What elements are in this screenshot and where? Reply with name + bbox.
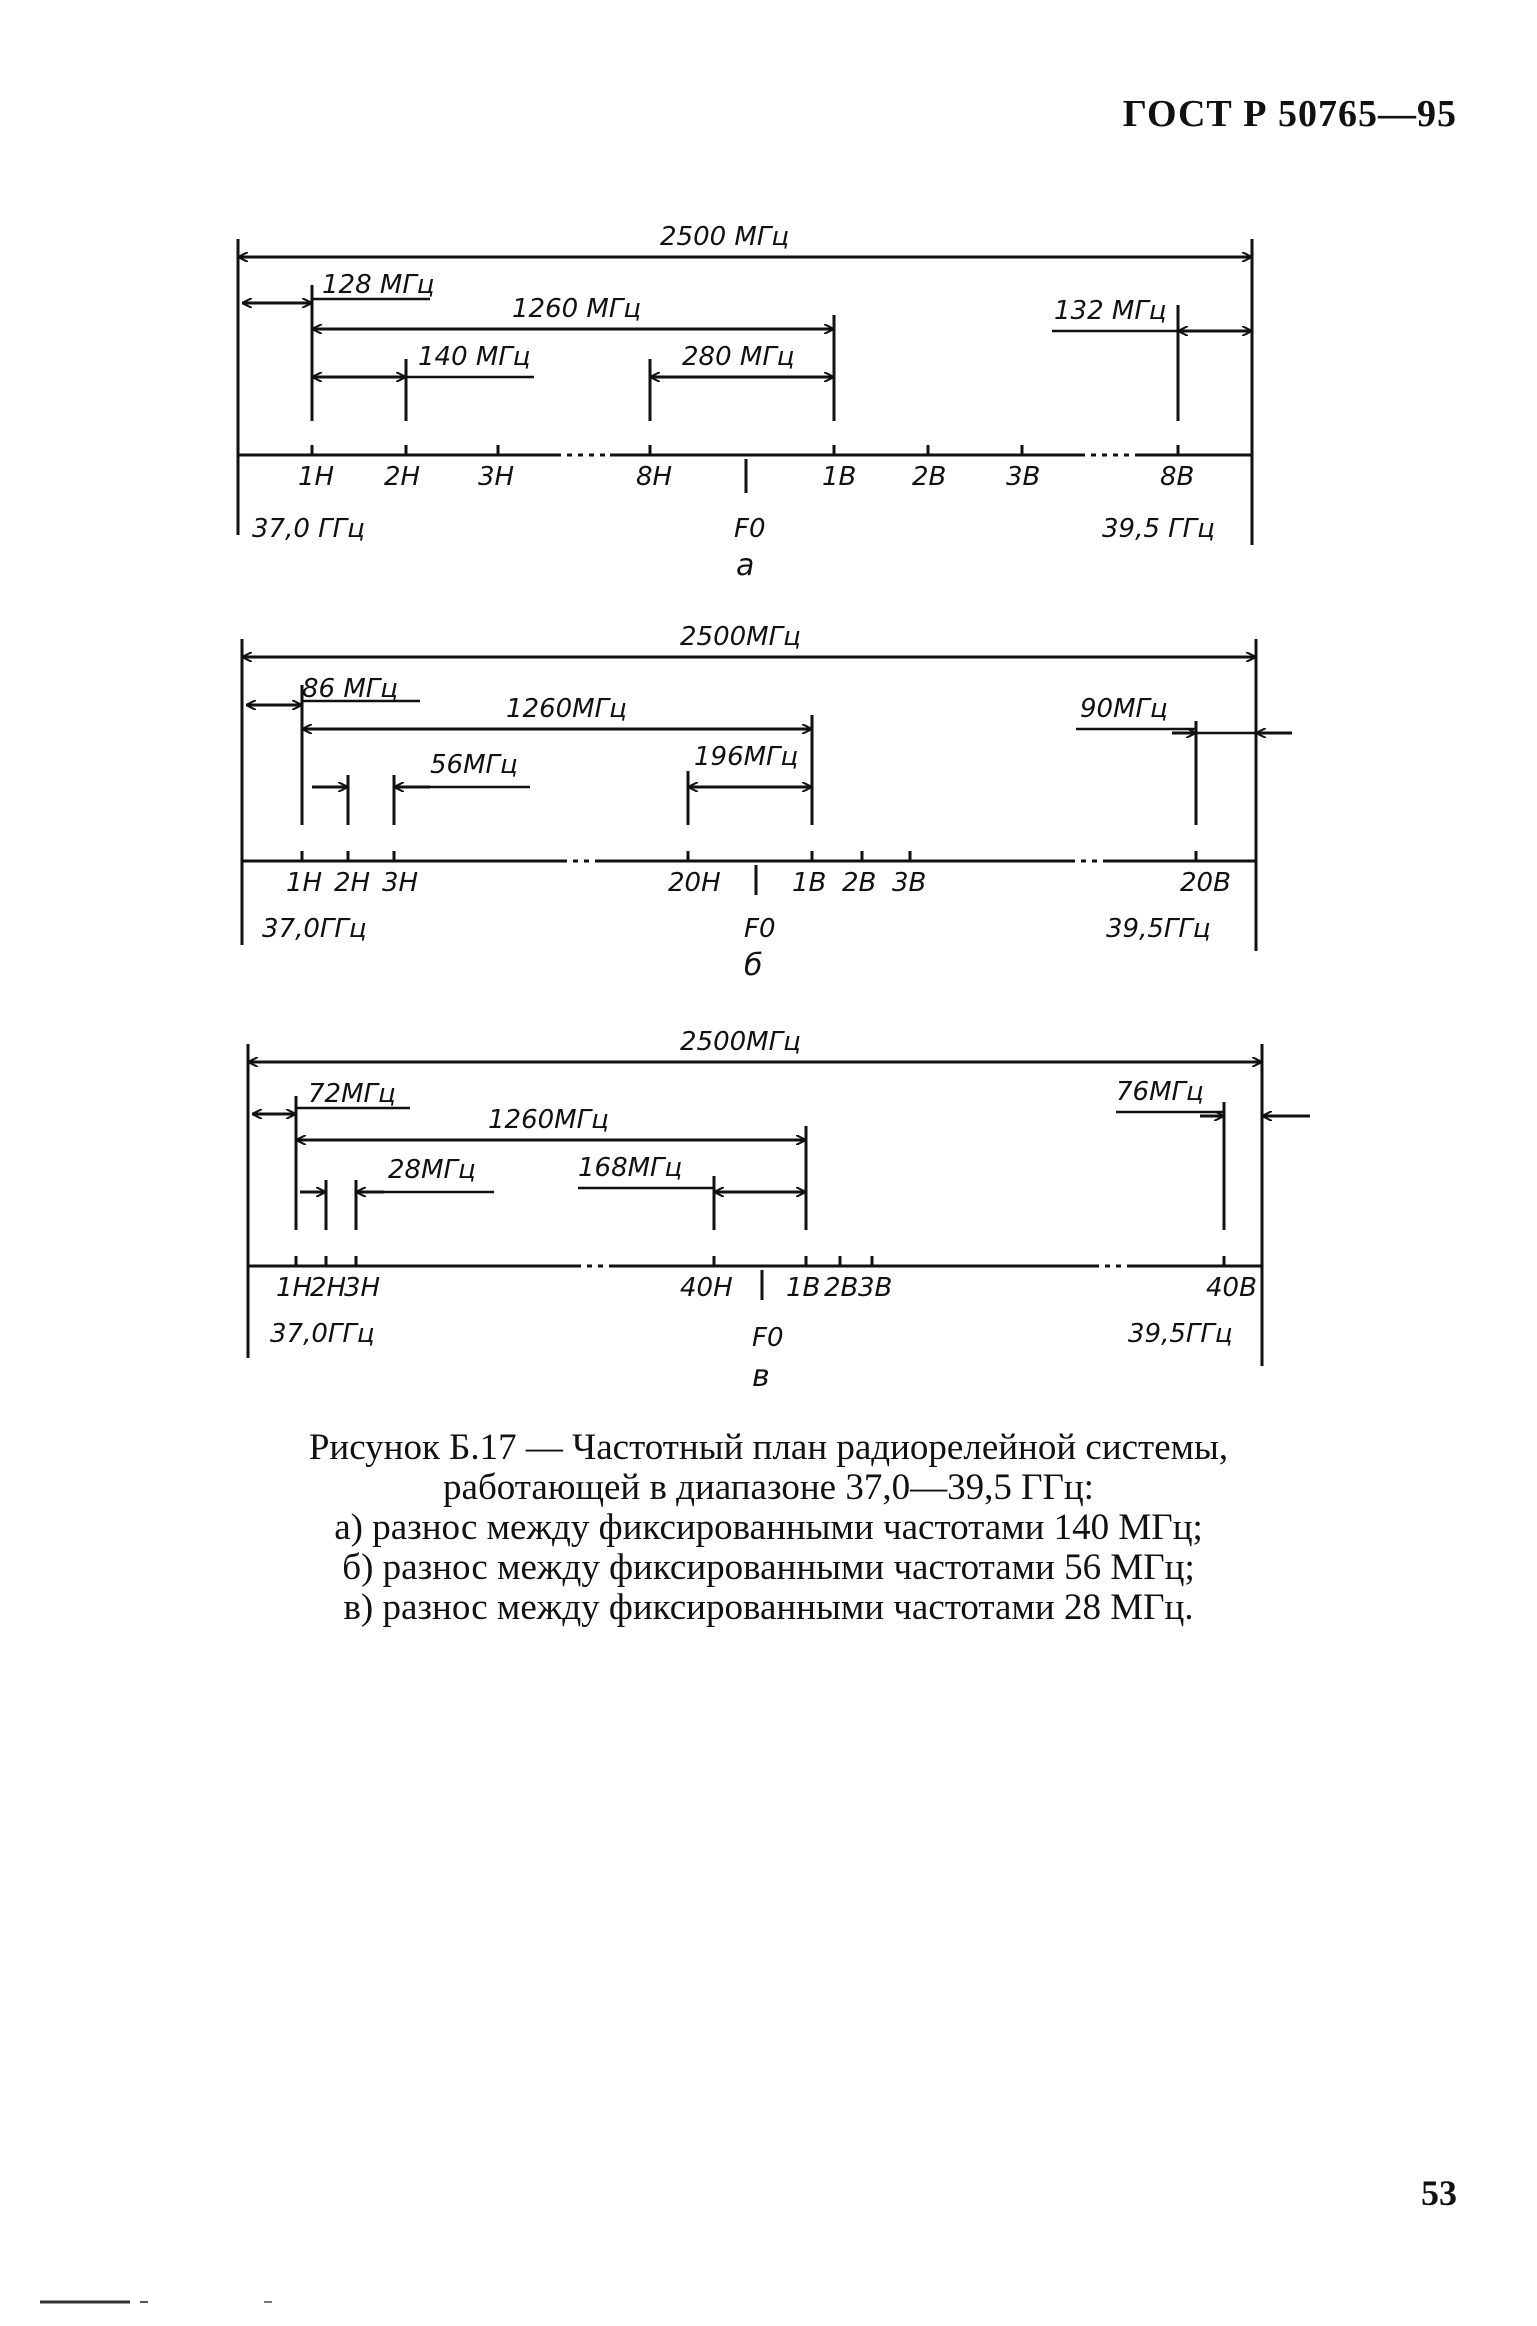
freq-start-label: 37,0 ГГц xyxy=(252,514,365,544)
channel-label-1n: 1Н xyxy=(298,462,335,492)
left-guard-label: 128 МГц xyxy=(322,270,435,300)
freq-end-label: 39,5 ГГц xyxy=(1102,514,1215,544)
left-guard-label: 86 МГц xyxy=(302,674,398,704)
channel-label-3n: 3Н xyxy=(344,1273,381,1303)
frequency-plan-b xyxy=(0,622,1537,985)
channel-label-1b: 1В xyxy=(786,1273,821,1303)
channel-label-2n: 2Н xyxy=(384,462,421,492)
frequency-plan-a-drawing xyxy=(0,222,1537,585)
duplex-label: 1260 МГц xyxy=(512,294,642,324)
sublabel-b: б xyxy=(744,948,763,983)
caption-line-1: Рисунок Б.17 — Частотный план радиорелейной системы, xyxy=(308,1427,1229,1468)
frequency-plan-a xyxy=(0,222,1537,585)
caption-line-2: работающей в диапазоне 37,0—39,5 ГГц: xyxy=(443,1467,1094,1508)
channel-label-8b: 8В xyxy=(1160,462,1195,492)
channel-label-20b: 20В xyxy=(1180,868,1231,898)
channel-label-2n: 2Н xyxy=(310,1273,347,1303)
duplex-label: 1260МГц xyxy=(506,694,627,724)
center-gap-label: 168МГц xyxy=(578,1153,683,1183)
right-guard-label: 90МГц xyxy=(1080,694,1168,724)
channel-label-20n: 20Н xyxy=(668,868,721,898)
channel-label-2b: 2В xyxy=(842,868,877,898)
channel-label-40b: 40В xyxy=(1206,1273,1257,1303)
total-span-label: 2500МГц xyxy=(680,622,801,652)
page-number: 53 xyxy=(1421,2173,1457,2213)
channel-label-2b: 2В xyxy=(912,462,947,492)
freq-end-label: 39,5ГГц xyxy=(1128,1319,1233,1349)
channel-spacing-label: 28МГц xyxy=(388,1155,476,1185)
channel-spacing-label: 140 МГц xyxy=(418,342,531,372)
total-span-label: 2500МГц xyxy=(680,1027,801,1057)
freq-start-label: 37,0ГГц xyxy=(262,914,367,944)
sublabel-a: а xyxy=(736,548,755,583)
channel-label-3n: 3Н xyxy=(382,868,419,898)
frequency-plan-c xyxy=(0,1027,1537,1394)
right-guard-label: 76МГц xyxy=(1116,1077,1204,1107)
channel-label-1b: 1В xyxy=(822,462,857,492)
channel-label-3b: 3В xyxy=(1006,462,1041,492)
channel-label-3b: 3В xyxy=(858,1273,893,1303)
document-id: ГОСТ Р 50765—95 xyxy=(1122,93,1457,135)
channel-label-8n: 8Н xyxy=(636,462,673,492)
sublabel-c: в xyxy=(752,1359,770,1394)
center-freq-label: F0 xyxy=(744,914,776,944)
duplex-label: 1260МГц xyxy=(488,1105,609,1135)
center-gap-label: 280 МГц xyxy=(682,342,795,372)
freq-end-label: 39,5ГГц xyxy=(1106,914,1211,944)
right-guard-label: 132 МГц xyxy=(1054,296,1167,326)
center-freq-label: F0 xyxy=(734,514,766,544)
center-freq-label: F0 xyxy=(752,1323,784,1353)
channel-label-1n: 1Н xyxy=(286,868,323,898)
channel-spacing-label: 56МГц xyxy=(430,750,518,780)
figure-caption xyxy=(0,1428,1537,1628)
frequency-plan-c-drawing xyxy=(0,1027,1537,1394)
caption-line-5: в) разнос между фиксированными частотами 28 МГц. xyxy=(343,1587,1194,1628)
channel-label-1n: 1Н xyxy=(276,1273,313,1303)
frequency-plan-b-drawing xyxy=(0,622,1537,985)
channel-label-3n: 3Н xyxy=(478,462,515,492)
channel-label-3b: 3В xyxy=(892,868,927,898)
channel-label-1b: 1В xyxy=(792,868,827,898)
left-guard-label: 72МГц xyxy=(308,1079,396,1109)
caption-line-4: б) разнос между фиксированными частотами 56 МГц; xyxy=(342,1547,1195,1588)
center-gap-label: 196МГц xyxy=(694,742,799,772)
freq-start-label: 37,0ГГц xyxy=(270,1319,375,1349)
channel-label-2n: 2Н xyxy=(334,868,371,898)
total-span-label: 2500 МГц xyxy=(660,222,790,252)
channel-label-40n: 40Н xyxy=(680,1273,733,1303)
caption-line-3: а) разнос между фиксированными частотами 140 МГц; xyxy=(334,1507,1203,1548)
channel-label-2b: 2В xyxy=(824,1273,859,1303)
footer-scan-marks xyxy=(40,2298,340,2308)
